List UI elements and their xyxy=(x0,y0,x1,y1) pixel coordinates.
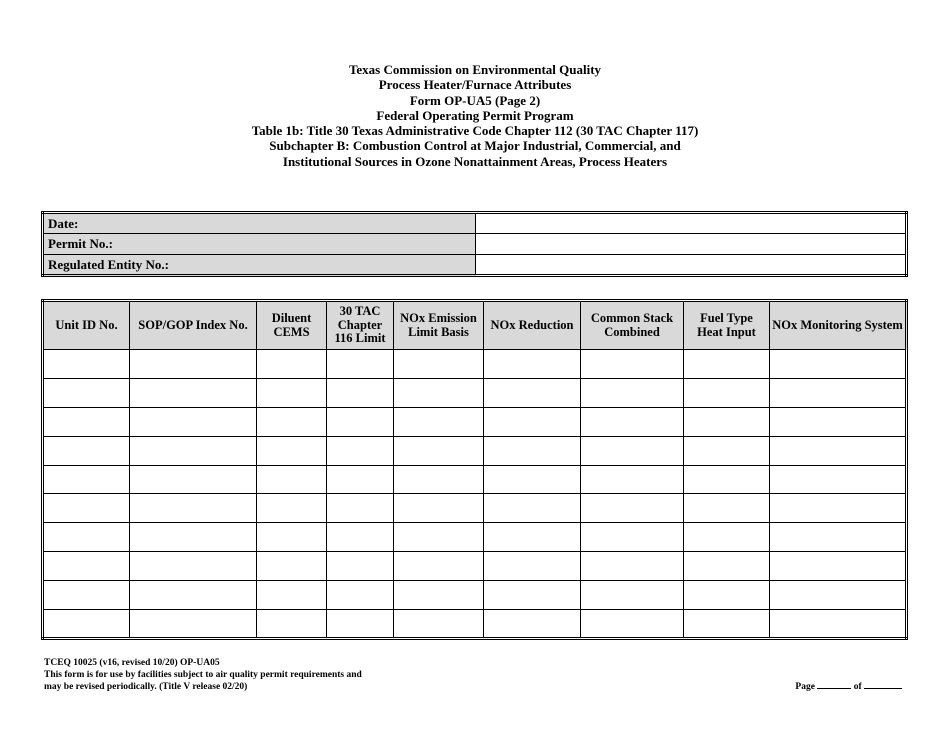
table-cell[interactable] xyxy=(684,378,770,407)
table-cell[interactable] xyxy=(484,494,581,523)
table-cell[interactable] xyxy=(484,436,581,465)
table-row xyxy=(43,407,907,436)
table-cell[interactable] xyxy=(257,407,327,436)
table-body xyxy=(43,350,907,639)
table-cell[interactable] xyxy=(484,581,581,610)
table-cell[interactable] xyxy=(581,350,684,379)
table-cell[interactable] xyxy=(394,350,484,379)
subchapter-line-1: Subchapter B: Combustion Control at Major Industrial, Commercial, and xyxy=(269,138,681,154)
permit-field[interactable] xyxy=(476,234,907,255)
form-number: Form OP-UA5 (Page 2) xyxy=(409,92,541,108)
table-cell[interactable] xyxy=(581,523,684,552)
table-cell[interactable] xyxy=(770,494,907,523)
table-cell[interactable] xyxy=(484,350,581,379)
table-cell[interactable] xyxy=(394,494,484,523)
form-title-block xyxy=(0,62,950,169)
table-cell[interactable] xyxy=(327,436,394,465)
table-cell[interactable] xyxy=(327,552,394,581)
table-cell[interactable] xyxy=(257,610,327,639)
identification-table xyxy=(41,211,908,277)
table-cell[interactable] xyxy=(394,610,484,639)
table-cell[interactable] xyxy=(770,581,907,610)
table-cell[interactable] xyxy=(257,350,327,379)
table-title: Table 1b: Title 30 Texas Administrative Code Chapter 112 (30 TAC Chapter 117) xyxy=(251,123,699,139)
table-cell[interactable] xyxy=(581,465,684,494)
entity-label: Regulated Entity No.: xyxy=(43,255,476,276)
col-diluent-cems: Diluent CEMS xyxy=(257,301,327,350)
table-cell[interactable] xyxy=(394,378,484,407)
table-cell[interactable] xyxy=(327,494,394,523)
date-label: Date: xyxy=(43,213,476,234)
table-cell[interactable] xyxy=(484,378,581,407)
table-cell[interactable] xyxy=(257,436,327,465)
table-cell[interactable] xyxy=(130,407,257,436)
table-cell[interactable] xyxy=(581,494,684,523)
page-label: Page xyxy=(795,682,815,692)
table-row xyxy=(43,465,907,494)
table-row xyxy=(43,552,907,581)
table-cell[interactable] xyxy=(484,552,581,581)
table-cell[interactable] xyxy=(581,610,684,639)
table-cell[interactable] xyxy=(484,523,581,552)
table-cell[interactable] xyxy=(581,581,684,610)
table-cell[interactable] xyxy=(684,407,770,436)
footer-form-id: TCEQ 10025 (v16, revised 10/20) OP-UA05 xyxy=(44,658,220,668)
table-cell[interactable] xyxy=(770,378,907,407)
footer-revision-note: may be revised periodically. (Title V release 02/20) xyxy=(44,682,248,692)
table-cell[interactable] xyxy=(43,552,130,581)
program-name: Federal Operating Permit Program xyxy=(376,107,574,123)
table-cell[interactable] xyxy=(581,378,684,407)
table-cell[interactable] xyxy=(257,378,327,407)
page-total-field[interactable] xyxy=(864,679,902,689)
table-cell[interactable] xyxy=(43,523,130,552)
table-cell[interactable] xyxy=(130,465,257,494)
table-cell[interactable] xyxy=(581,436,684,465)
table-row xyxy=(43,610,907,639)
col-fuel-type-heat: Fuel Type Heat Input xyxy=(684,301,770,350)
table-cell[interactable] xyxy=(684,610,770,639)
table-cell[interactable] xyxy=(394,523,484,552)
col-nox-limit-basis: NOx Emission Limit Basis xyxy=(394,301,484,350)
table-cell[interactable] xyxy=(130,436,257,465)
col-sop-gop-index: SOP/GOP Index No. xyxy=(130,301,257,350)
table-cell[interactable] xyxy=(684,523,770,552)
col-chapter-116-limit: 30 TAC Chapter 116 Limit xyxy=(327,301,394,350)
table-cell[interactable] xyxy=(327,378,394,407)
table-row xyxy=(43,494,907,523)
page-counter xyxy=(795,679,902,692)
table-cell[interactable] xyxy=(43,350,130,379)
table-cell[interactable] xyxy=(327,407,394,436)
table-row xyxy=(43,581,907,610)
table-cell[interactable] xyxy=(43,581,130,610)
table-cell[interactable] xyxy=(327,581,394,610)
table-cell[interactable] xyxy=(394,552,484,581)
table-cell[interactable] xyxy=(327,523,394,552)
table-cell[interactable] xyxy=(684,494,770,523)
table-row xyxy=(43,350,907,379)
table-row xyxy=(43,378,907,407)
table-cell[interactable] xyxy=(43,494,130,523)
table-cell[interactable] xyxy=(394,581,484,610)
col-common-stack: Common Stack Combined xyxy=(581,301,684,350)
of-label: of xyxy=(853,682,862,692)
table-cell[interactable] xyxy=(327,350,394,379)
table-cell[interactable] xyxy=(484,407,581,436)
page-number-field[interactable] xyxy=(817,679,851,689)
table-cell[interactable] xyxy=(257,552,327,581)
date-field[interactable] xyxy=(476,213,907,234)
table-cell[interactable] xyxy=(43,465,130,494)
table-cell[interactable] xyxy=(257,523,327,552)
table-cell[interactable] xyxy=(581,552,684,581)
table-cell[interactable] xyxy=(770,552,907,581)
permit-label: Permit No.: xyxy=(43,234,476,255)
table-cell[interactable] xyxy=(327,465,394,494)
header-row xyxy=(43,301,907,350)
table-cell[interactable] xyxy=(257,465,327,494)
table-cell[interactable] xyxy=(327,610,394,639)
table-cell[interactable] xyxy=(684,581,770,610)
col-unit-id: Unit ID No. xyxy=(43,301,130,350)
table-cell[interactable] xyxy=(770,436,907,465)
date-row xyxy=(43,213,907,234)
footer-usage-note: This form is for use by facilities subject to air quality permit requirements and xyxy=(44,670,362,680)
form-subject: Process Heater/Furnace Attributes xyxy=(378,77,572,93)
entity-row xyxy=(43,255,907,276)
table-row xyxy=(43,523,907,552)
table-cell[interactable] xyxy=(43,436,130,465)
table-cell[interactable] xyxy=(43,378,130,407)
table-cell[interactable] xyxy=(684,436,770,465)
agency-name: Texas Commission on Environmental Quality xyxy=(348,62,602,77)
table-row xyxy=(43,436,907,465)
table-cell[interactable] xyxy=(130,552,257,581)
table-cell[interactable] xyxy=(257,494,327,523)
table-cell[interactable] xyxy=(130,581,257,610)
col-nox-monitoring: NOx Monitoring System xyxy=(770,301,907,350)
table-cell[interactable] xyxy=(130,610,257,639)
table-cell[interactable] xyxy=(770,610,907,639)
table-cell[interactable] xyxy=(257,581,327,610)
table-cell[interactable] xyxy=(394,407,484,436)
table-cell[interactable] xyxy=(43,610,130,639)
table-cell[interactable] xyxy=(684,350,770,379)
form-footer xyxy=(44,657,362,693)
table-cell[interactable] xyxy=(394,465,484,494)
table-cell[interactable] xyxy=(130,523,257,552)
table-cell[interactable] xyxy=(484,610,581,639)
table-cell[interactable] xyxy=(581,407,684,436)
table-cell[interactable] xyxy=(130,494,257,523)
table-cell[interactable] xyxy=(684,552,770,581)
table-cell[interactable] xyxy=(484,465,581,494)
table-cell[interactable] xyxy=(43,407,130,436)
table-cell[interactable] xyxy=(770,465,907,494)
table-cell[interactable] xyxy=(770,407,907,436)
table-cell[interactable] xyxy=(684,465,770,494)
table-cell[interactable] xyxy=(394,436,484,465)
table-cell[interactable] xyxy=(130,350,257,379)
col-nox-reduction: NOx Reduction xyxy=(484,301,581,350)
table-cell[interactable] xyxy=(130,378,257,407)
heater-attributes-table xyxy=(41,299,908,640)
entity-field[interactable] xyxy=(476,255,907,276)
subchapter-line-2: Institutional Sources in Ozone Nonattainment Areas, Process Heaters xyxy=(282,153,668,169)
permit-row xyxy=(43,234,907,255)
table-cell[interactable] xyxy=(770,523,907,552)
table-cell[interactable] xyxy=(770,350,907,379)
